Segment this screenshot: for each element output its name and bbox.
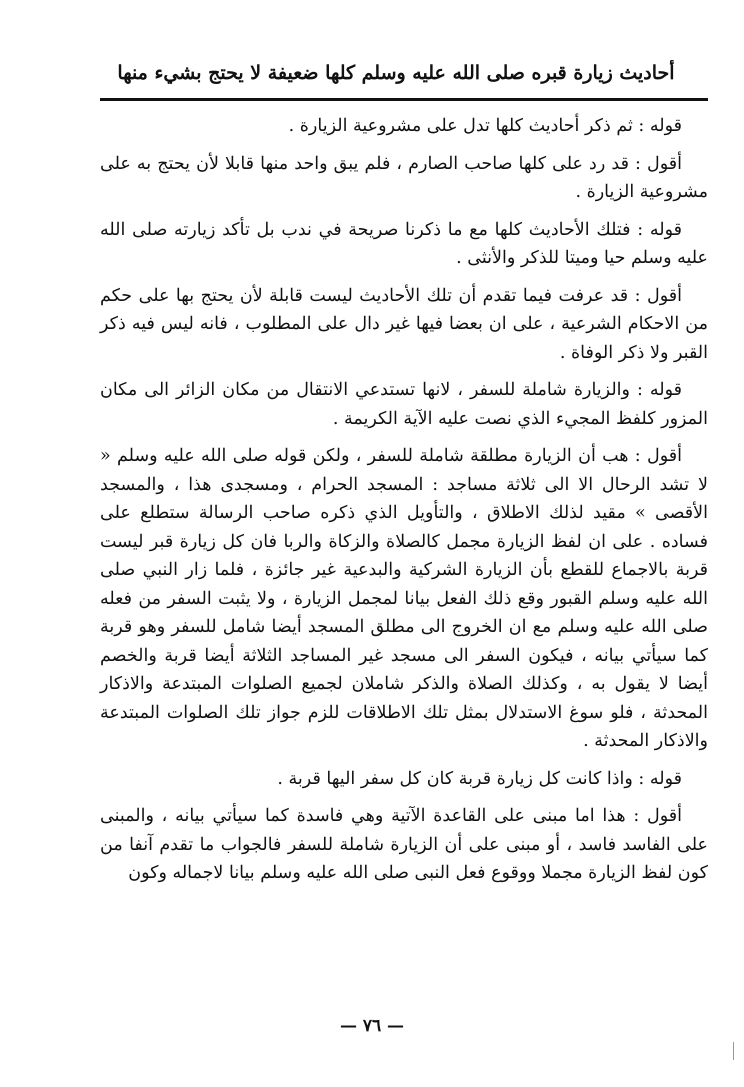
paragraph: أقول : قد عرفت فيما تقدم أن تلك الأحاديث ليست قابلة لأن يحتج بها على حكم من الاحكام الشرعية ، على ان بعضا فيها غير دال على المطلوب ، فانه ليس فيه ذكر القبر ولا ذكر الوفاة .: [100, 285, 708, 363]
paragraph: أقول : هذا اما مبنى على القاعدة الآتية وهي فاسدة كما سيأتي بيانه ، والمبنى على الفاسد فاسد ، أو مبنى على أن الزيارة شاملة للسفر فالجواب ما تقدم آنفا من كون لفظ الزيارة مجملا ووقوع فعل النبى صلى الله عليه وسلم بيانا لاجماله وكون: [100, 806, 708, 883]
running-head-title: أحاديث زيارة قبره صلى الله عليه وسلم كلها ضعيفة لا يحتج بشيء منها: [117, 62, 675, 84]
paragraph: قوله : فتلك الأحاديث كلها مع ما ذكرنا صريحة في ندب بل تأكد زيارته صلى الله عليه وسلم حيا وميتا للذكر والأنثى .: [100, 219, 708, 268]
header-rule: [100, 98, 708, 101]
paragraph: قوله : واذا كانت كل زيارة قربة كان كل سفر اليها قربة .: [277, 768, 682, 789]
scan-edge-mark: [733, 1042, 738, 1060]
paragraph: أقول : قد رد على كلها صاحب الصارم ، فلم يبق واحد منها قابلا لأن يحتج به على مشروعية الزيارة .: [100, 153, 708, 202]
paragraph: قوله : ثم ذكر أحاديث كلها تدل على مشروعية الزيارة .: [288, 116, 682, 136]
page-number: — ٧٦ —: [339, 1016, 405, 1036]
paragraph: أقول : هب أن الزيارة مطلقة شاملة للسفر ، ولكن قوله صلى الله عليه وسلم « لا تشد الرحال الا الى ثلاثة مساجد : المسجد الحرام ، ومسجدى هذا ، والمسجد الأقصى » مقيد لذلك الاطلاق ، والتأويل الذي ذكره صاحب الرسالة ستطلع على فساده . على ان لفظ الزيارة مجمل كالصلاة والزكاة والربا فان كل زيارة قبر ليست قربة بالاجماع للقطع بأن الزيارة الشركية والبدعية غير جائزة ، فلما زار النبي صلى الله عليه وسلم القبور وقع ذلك الفعل بيانا لمجمل الزيارة ، ولا يثبت السفر من فعله صلى الله عليه وسلم مع ان الخروج الى مطلق المسجد أيضا شامل للسفر وهو قربة كما سيأتي بيانه ، فيكون السفر الى مسجد غير المساجد الثلاثة أيضا قربة والخصم أيضا لا يقول به ، وكذلك الصلاة والذكر شاملان لجميع الصلوات المبتدعة والاذكار المحدثة ، فلو سوغ الاستدلال بمثل تلك الاطلاقات للزم جواز تلك الصلوات المبتدعة والاذكار المحدثة .: [100, 446, 708, 751]
paragraph: قوله : والزيارة شاملة للسفر ، لانها تستدعي الانتقال من مكان الزائر الى مكان المزور كلفظ المجيء الذي نصت عليه الآية الكريمة .: [100, 380, 708, 429]
body-text: [100, 112, 708, 897]
